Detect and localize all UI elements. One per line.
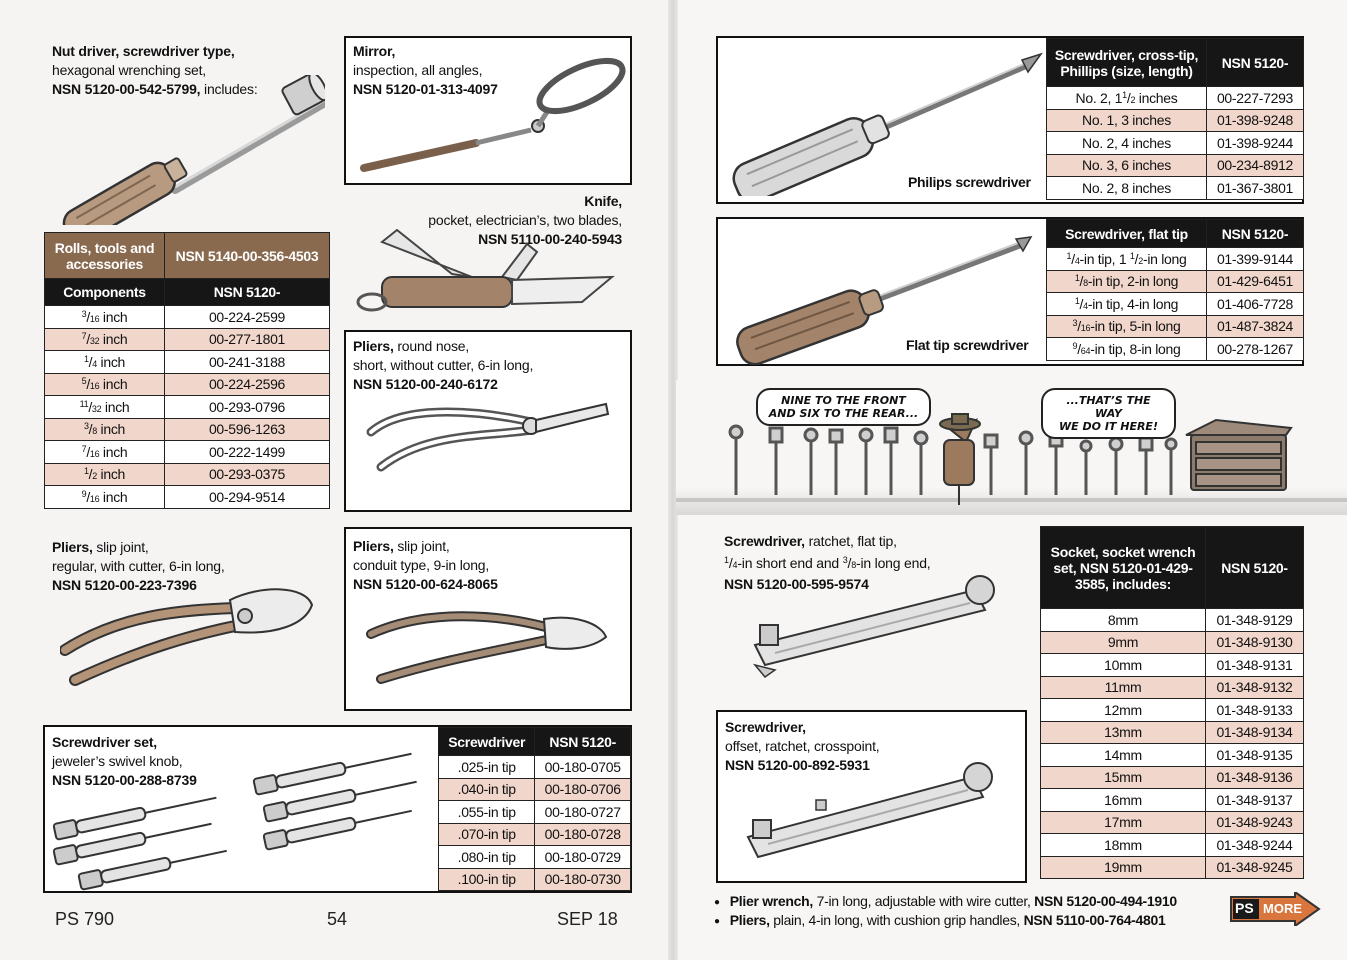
table-row [1041, 609, 1304, 632]
phillips-caption: Philips screwdriver [908, 174, 1031, 190]
unit-label: inch [96, 466, 126, 483]
tip-nsn: 00-180-0729 [535, 846, 631, 869]
fraction-denominator: 16 [89, 493, 100, 504]
socket-size: 12mm [1041, 699, 1206, 722]
tip-size: .040-in tip [439, 778, 535, 801]
fraction-numerator: 3 [1072, 318, 1078, 329]
table-row [1041, 744, 1304, 767]
speech-bubble-2 [1041, 388, 1176, 439]
pliers-round-title: Pliers, [353, 338, 394, 354]
pliers-slip-nsn: NSN 5120-00-223-7396 [52, 577, 197, 593]
fraction-numerator: 3 [81, 308, 87, 319]
fraction-denominator: 8 [1083, 278, 1088, 289]
component-size: $^1$/2 inch [45, 463, 165, 486]
phillips-header-1: Screwdriver, cross-tip, Phillips (size, length) [1047, 39, 1207, 87]
socket-nsn: 01-348-9243 [1206, 811, 1304, 834]
phillips-nsn: 00-234-8912 [1207, 154, 1304, 177]
flat-nsn: 00-278-1267 [1207, 338, 1304, 361]
jeweler-nsn: NSN 5120-00-288-8739 [52, 772, 197, 788]
fraction-denominator: 16 [89, 448, 100, 459]
tip-nsn: 00-180-0727 [535, 801, 631, 824]
component-nsn: 00-222-1499 [165, 441, 330, 464]
unit-label: inch [99, 376, 128, 393]
pliers-slip-desc2: regular, with cutter, 6-in long, [52, 558, 225, 574]
socket-nsn: 01-348-9135 [1206, 744, 1304, 767]
ratchet-flat-illustration [745, 565, 1015, 680]
component-nsn: 00-293-0375 [165, 463, 330, 486]
socket-size: 13mm [1041, 721, 1206, 744]
table-row [1047, 109, 1304, 132]
ratchet-den-1: 4 [732, 560, 738, 570]
unit-label: inch [96, 421, 126, 438]
table-row [1041, 721, 1304, 744]
pliers-round-nsn: NSN 5120-00-240-6172 [353, 376, 498, 392]
knife-title: Knife, [584, 193, 622, 209]
size-text: -in tip, 4-in long [1087, 295, 1179, 312]
component-nsn: 00-596-1263 [165, 418, 330, 441]
mirror-desc: inspection, all angles, [353, 62, 483, 78]
bubble-2-line-2: WE DO IT HERE! [1059, 420, 1158, 433]
speech-bubble-1 [756, 388, 931, 426]
component-nsn: 00-294-9514 [165, 486, 330, 509]
offset-box [716, 710, 1027, 883]
pliers-slip-illustration [60, 580, 320, 690]
component-nsn: 00-224-2599 [165, 306, 330, 329]
fraction-denominator: 4 [92, 358, 97, 369]
component-nsn: 00-241-3188 [165, 351, 330, 374]
bullet-1-nsn: NSN 5120-00-494-1910 [1034, 893, 1177, 909]
component-nsn: 00-224-2596 [165, 373, 330, 396]
pliers-round-box [344, 330, 632, 512]
component-nsn: 00-293-0796 [165, 396, 330, 419]
socket-size: 11mm [1041, 676, 1206, 699]
socket-nsn: 01-348-9130 [1206, 631, 1304, 654]
fraction-numerator: 7 [81, 331, 87, 342]
socket-size: 19mm [1041, 856, 1206, 879]
size-text: No. 2, 8 inches [1082, 179, 1171, 196]
tip-nsn: 00-180-0728 [535, 823, 631, 846]
fraction-denominator: 8 [92, 426, 97, 437]
tip-size: .025-in tip [439, 756, 535, 779]
component-size: $^1$/4 inch [45, 351, 165, 374]
rolls-header-1: Rolls, tools and accessories [45, 233, 165, 279]
jeweler-title: Screwdriver set, [52, 734, 157, 750]
bullet-1-bold: Plier wrench, [729, 893, 813, 909]
socket-header-1: Socket, socket wrench set, NSN 5120-01-429-3585, includes: [1041, 527, 1206, 609]
socket-nsn: 01-348-9244 [1206, 834, 1304, 857]
offset-desc: offset, ratchet, crosspoint, [725, 738, 880, 754]
component-size: $^3$/8 inch [45, 418, 165, 441]
table-row [1047, 338, 1304, 361]
offset-nsn: NSN 5120-00-892-5931 [725, 757, 870, 773]
fraction-denominator: 16 [89, 313, 100, 324]
fraction-denominator: 4 [1074, 255, 1080, 266]
mirror-illustration [356, 48, 626, 178]
table-row [1047, 177, 1304, 200]
table-row [439, 846, 631, 869]
phillips-header-2: NSN 5120- [1207, 39, 1304, 87]
table-row [45, 418, 330, 441]
pliers-conduit-desc1: slip joint, [393, 538, 450, 554]
jeweler-illustration [50, 752, 435, 892]
table-row [439, 778, 631, 801]
components-header: Components [45, 279, 165, 306]
ratchet-flat-desc3: -in long end, [856, 555, 931, 571]
table-row [1047, 315, 1304, 338]
flat-nsn: 01-429-6451 [1207, 270, 1304, 293]
size-text: -in tip, 1 [1079, 250, 1130, 267]
mirror-box [344, 36, 632, 185]
nut-driver-desc: hexagonal wrenching set, [52, 62, 206, 78]
component-size: $^9$/16 inch [45, 486, 165, 509]
fraction-numerator: 1 [83, 353, 89, 364]
table-row [1047, 132, 1304, 155]
unit-label: inch [96, 353, 126, 370]
socket-header-2: NSN 5120- [1206, 527, 1304, 609]
table-row [439, 801, 631, 824]
fraction-numerator: 1 [1129, 250, 1135, 261]
phillips-table [1046, 38, 1304, 200]
table-row [439, 756, 631, 779]
table-row [45, 441, 330, 464]
unit-label: inch [101, 398, 130, 415]
socket-size: 9mm [1041, 631, 1206, 654]
nsn-header: NSN 5120- [165, 279, 330, 306]
bullet-pliers-plain [714, 912, 1166, 928]
ratchet-flat-desc2: -in short end and [737, 555, 843, 571]
fraction-numerator: 1 [1074, 273, 1080, 284]
pliers-conduit-desc2: conduit type, 9-in long, [353, 557, 490, 573]
pliers-slip-desc1: slip joint, [92, 539, 149, 555]
ps-badge-text: PS [1235, 900, 1254, 916]
tip-size: .100-in tip [439, 868, 535, 891]
nut-driver-suffix: includes: [200, 81, 258, 97]
phillips-size [1047, 132, 1207, 155]
flat-size: $^1$/4-in tip, 1 $^1$/2-in long [1047, 248, 1207, 271]
ratchet-num-2: 3 [842, 555, 848, 565]
component-nsn: 00-277-1801 [165, 328, 330, 351]
pliers-conduit-illustration [366, 599, 616, 699]
table-row [1041, 631, 1304, 654]
phillips-size [1047, 154, 1207, 177]
size-text: No. 2, 1 [1075, 89, 1123, 106]
fraction-numerator: 3 [83, 421, 89, 432]
jeweler-header-1: Screwdriver [439, 728, 535, 756]
fraction-numerator: 1 [1122, 89, 1127, 100]
fraction-numerator: 5 [81, 376, 87, 387]
fraction-denominator: 32 [89, 336, 100, 347]
table-row [1041, 834, 1304, 857]
bullet-2-bold: Pliers, [729, 912, 770, 928]
fraction-numerator: 1 [1074, 295, 1080, 306]
phillips-size [1047, 109, 1207, 132]
table-row [1041, 766, 1304, 789]
footer-date: SEP 18 [557, 909, 618, 929]
socket-nsn: 01-348-9131 [1206, 654, 1304, 677]
pliers-conduit-box [344, 527, 632, 711]
socket-table [1040, 526, 1304, 879]
unit-label: inch [99, 331, 128, 348]
table-row [439, 823, 631, 846]
tip-size: .055-in tip [439, 801, 535, 824]
footer-page-number: 54 [327, 909, 348, 929]
phillips-nsn: 01-398-9248 [1207, 109, 1304, 132]
knife-desc: pocket, electrician’s, two blades, [428, 212, 622, 228]
knife-nsn: NSN 5110-00-240-5943 [478, 231, 622, 247]
bubble-1-line-2: AND SIX TO THE REAR... [768, 407, 919, 420]
flat-tip-table [1046, 219, 1304, 361]
socket-nsn: 01-348-9129 [1206, 609, 1304, 632]
tip-size: .080-in tip [439, 846, 535, 869]
bullet-2-nsn: NSN 5110-00-764-4801 [1023, 912, 1166, 928]
socket-nsn: 01-348-9133 [1206, 699, 1304, 722]
socket-nsn: 01-348-9136 [1206, 766, 1304, 789]
pliers-round-desc1: round nose, [393, 338, 470, 354]
table-row [1041, 789, 1304, 812]
fraction-numerator: 9 [1072, 340, 1078, 351]
table-row [45, 351, 330, 374]
jeweler-desc: jeweler’s swivel knob, [52, 753, 183, 769]
table-row [45, 463, 330, 486]
flat-tip-header-2: NSN 5120- [1207, 220, 1304, 248]
pliers-conduit-title: Pliers, [353, 538, 394, 554]
fraction-denominator: 16 [89, 381, 100, 392]
fraction-denominator: 2 [1130, 94, 1136, 105]
tip-nsn: 00-180-0706 [535, 778, 631, 801]
flat-nsn: 01-487-3824 [1207, 315, 1304, 338]
component-size: $^{11}$/32 inch [45, 396, 165, 419]
bubble-2-line-1: ...THAT’S THE WAY [1066, 394, 1151, 420]
fraction-numerator: 11 [79, 398, 89, 409]
fraction-numerator: 7 [81, 443, 87, 454]
size-text: No. 1, 3 inches [1082, 112, 1171, 129]
table-row [45, 373, 330, 396]
mirror-nsn: NSN 5120-01-313-4097 [353, 81, 498, 97]
cartoon-strip [676, 380, 1347, 515]
socket-size: 16mm [1041, 789, 1206, 812]
phillips-size: No. 2, $1^1/2$ inches [1047, 87, 1207, 110]
table-row [1041, 856, 1304, 879]
socket-size: 17mm [1041, 811, 1206, 834]
flat-tip-caption: Flat tip screwdriver [906, 337, 1029, 353]
flat-size: $^1$/4-in tip, 4-in long [1047, 293, 1207, 316]
mirror-title: Mirror, [353, 43, 396, 59]
socket-size: 15mm [1041, 766, 1206, 789]
flat-nsn: 01-399-9144 [1207, 248, 1304, 271]
knife-illustration [352, 222, 622, 322]
size-text: No. 3, 6 inches [1082, 157, 1171, 174]
socket-nsn: 01-348-9245 [1206, 856, 1304, 879]
table-row [45, 486, 330, 509]
table-row [1047, 248, 1304, 271]
rolls-table [44, 232, 330, 509]
flat-size: $^9$/64-in tip, 8-in long [1047, 338, 1207, 361]
component-size: $^3$/16 inch [45, 306, 165, 329]
size-text: -in tip, 2-in long [1087, 273, 1179, 290]
phillips-nsn: 00-227-7293 [1207, 87, 1304, 110]
ratchet-den-2: 8 [851, 560, 857, 570]
nut-driver-nsn: NSN 5120-00-542-5799, [52, 81, 201, 97]
component-size: $^7$/16 inch [45, 441, 165, 464]
size-text: -in tip, 5-in long [1090, 318, 1181, 335]
ratchet-flat-title: Screwdriver, [724, 533, 805, 549]
rolls-header-2: NSN 5140-00-356-4503 [165, 233, 330, 279]
bullet-plier-wrench [714, 893, 1177, 909]
fraction-numerator: 1 [1066, 250, 1072, 261]
size-suffix: -in long [1142, 250, 1187, 267]
offset-illustration [738, 752, 1008, 877]
socket-size: 10mm [1041, 654, 1206, 677]
phillips-nsn: 01-367-3801 [1207, 177, 1304, 200]
ratchet-flat-nsn: NSN 5120-00-595-9574 [724, 576, 869, 592]
socket-size: 14mm [1041, 744, 1206, 767]
ratchet-num-1: 1 [724, 555, 729, 565]
phillips-size [1047, 177, 1207, 200]
table-row [1047, 154, 1304, 177]
fraction-denominator: 4 [1083, 300, 1088, 311]
flat-size: $^3$/16-in tip, 5-in long [1047, 315, 1207, 338]
offset-title: Screwdriver, [725, 719, 806, 735]
pliers-round-illustration [366, 392, 616, 492]
fraction-numerator: 9 [81, 488, 87, 499]
tip-nsn: 00-180-0730 [535, 868, 631, 891]
fraction-denominator: 2 [1138, 255, 1143, 266]
flat-tip-header-1: Screwdriver, flat tip [1047, 220, 1207, 248]
ps-more-link[interactable] [1229, 892, 1321, 926]
socket-nsn: 01-348-9132 [1206, 676, 1304, 699]
bubble-1-line-1: NINE TO THE FRONT [781, 394, 906, 407]
unit-label: inch [99, 488, 128, 505]
fraction-denominator: 64 [1080, 345, 1091, 356]
unit-label: inch [99, 308, 128, 325]
socket-size: 8mm [1041, 609, 1206, 632]
table-row [1041, 699, 1304, 722]
pliers-slip-title: Pliers, [52, 539, 93, 555]
tip-size: .070-in tip [439, 823, 535, 846]
pliers-round-desc2: short, without cutter, 6-in long, [353, 357, 534, 373]
size-suffix: inches [1135, 89, 1178, 106]
table-row [45, 396, 330, 419]
table-row [1047, 87, 1304, 110]
jeweler-header-2: NSN 5120- [535, 728, 631, 756]
table-row [1041, 676, 1304, 699]
jeweler-table [438, 727, 631, 891]
component-size: $^5$/16 inch [45, 373, 165, 396]
fraction-denominator: 16 [1080, 323, 1091, 334]
socket-nsn: 01-348-9137 [1206, 789, 1304, 812]
size-text: -in tip, 8-in long [1090, 340, 1181, 357]
bullet-1-text: 7-in long, adjustable with wire cutter, [813, 893, 1035, 909]
ratchet-flat-desc1: ratchet, flat tip, [804, 533, 897, 549]
table-row [1041, 654, 1304, 677]
phillips-nsn: 01-398-9244 [1207, 132, 1304, 155]
bullet-2-text: plain, 4-in long, with cushion grip handles, [769, 912, 1024, 928]
table-row [1041, 811, 1304, 834]
pliers-conduit-nsn: NSN 5120-00-624-8065 [353, 576, 498, 592]
table-row [45, 306, 330, 329]
component-size: $^7$/32 inch [45, 328, 165, 351]
table-row [1047, 270, 1304, 293]
nut-driver-illustration [55, 75, 325, 225]
unit-label: inch [99, 443, 128, 460]
flat-nsn: 01-406-7728 [1207, 293, 1304, 316]
table-row [439, 868, 631, 891]
size-text: No. 2, 4 inches [1082, 134, 1171, 151]
footer-pub: PS 790 [55, 909, 115, 929]
nut-driver-title: Nut driver, screwdriver type, [52, 43, 235, 59]
flat-size: $^1$/8-in tip, 2-in long [1047, 270, 1207, 293]
socket-size: 18mm [1041, 834, 1206, 857]
fraction-denominator: 2 [92, 471, 97, 482]
table-row [45, 328, 330, 351]
fraction-numerator: 1 [83, 466, 89, 477]
ratchet-flat-desc-line: $^1$/4-in short end and $^3$/8-in long end, [724, 555, 931, 571]
more-badge-text: MORE [1263, 901, 1302, 916]
socket-nsn: 01-348-9134 [1206, 721, 1304, 744]
tip-nsn: 00-180-0705 [535, 756, 631, 779]
fraction-denominator: 32 [91, 403, 102, 414]
table-row [1047, 293, 1304, 316]
